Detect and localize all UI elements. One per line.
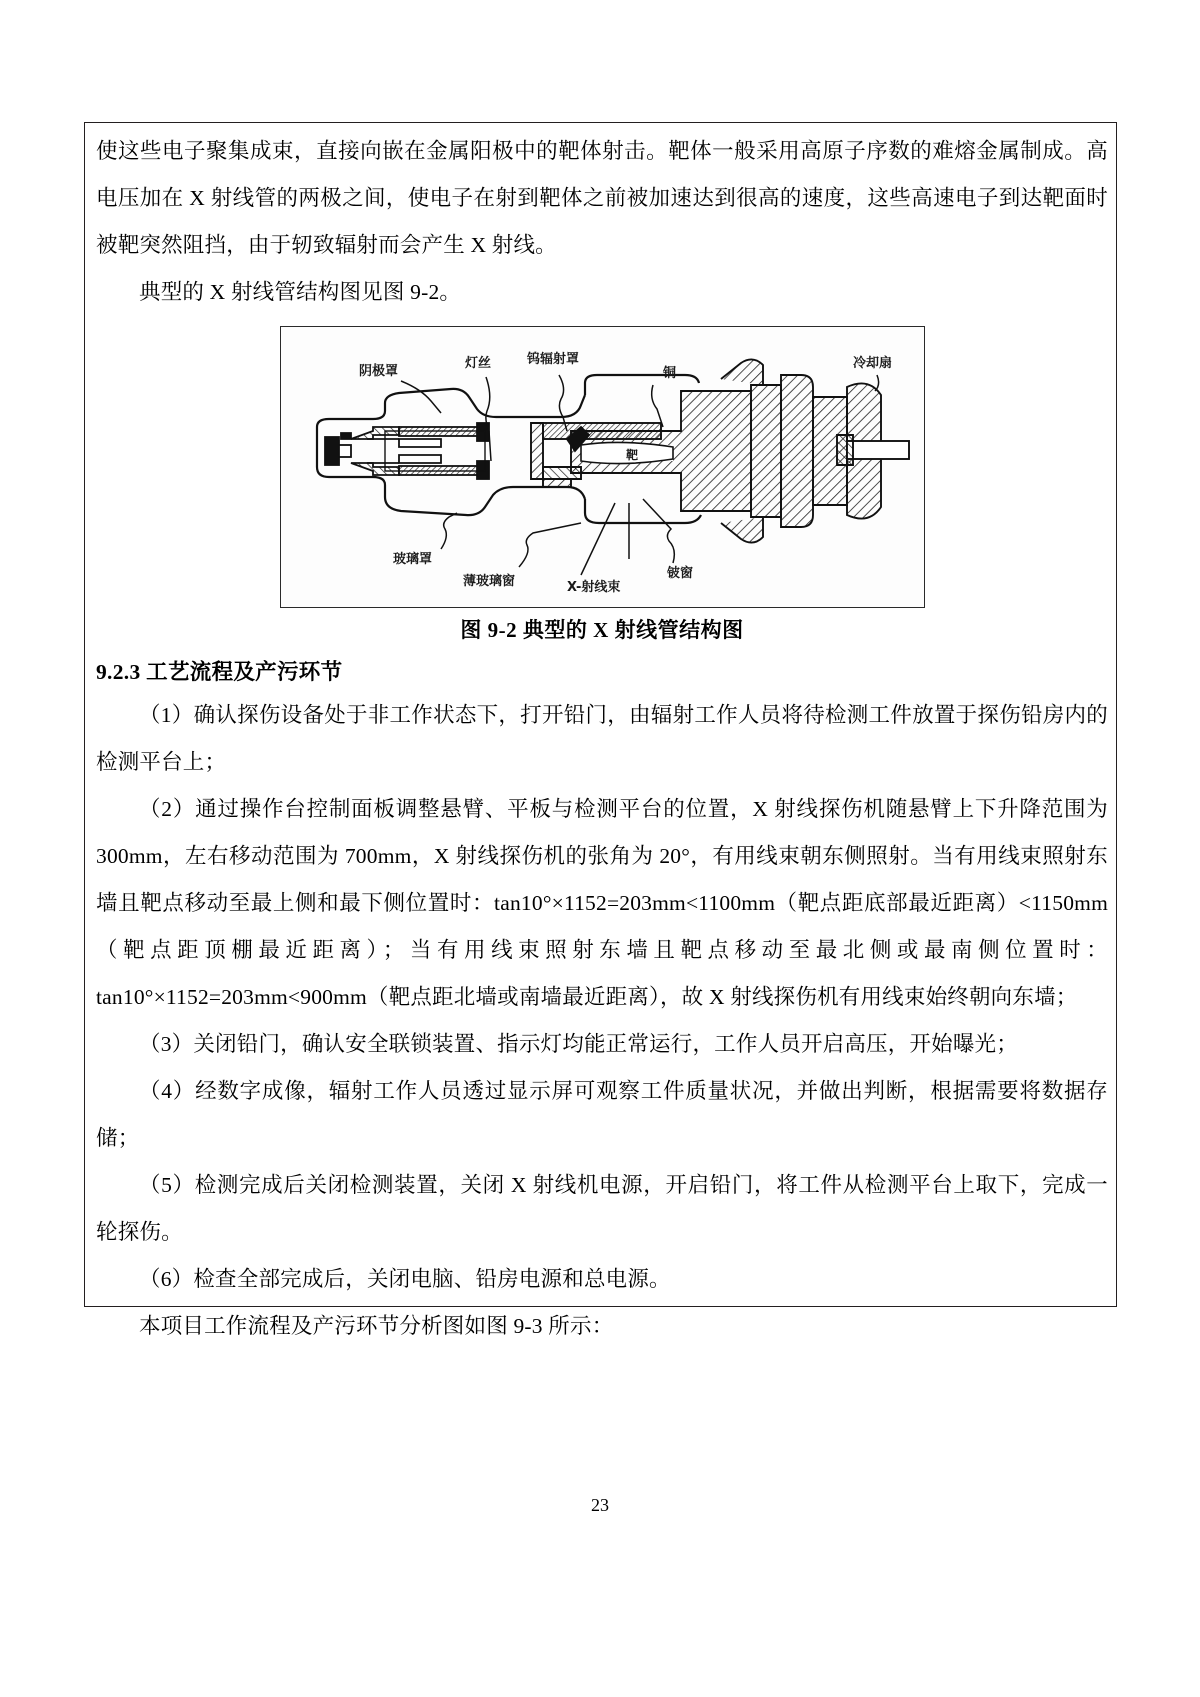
diagram-label-cathode-cap: 阴极罩	[358, 364, 398, 379]
section-heading-9-2-3: 9.2.3 工艺流程及产污环节	[96, 660, 343, 684]
process-step-4: （4）经数字成像，辐射工作人员透过显示屏可观察工件质量状况，并做出判断，根据需要将数据存储；	[96, 1079, 1108, 1150]
paragraph-intro: 使这些电子聚集成束，直接向嵌在金属阳极中的靶体射击。靶体一般采用高原子序数的难熔金属制成。高电压加在 X 射线管的两极之间，使电子在射到靶体之前被加速达到很高的速度，这些高速电子到达靶面时被靶突然阻挡，由于轫致辐射而会产生 X 射线。	[96, 139, 1108, 257]
process-step-5: （5）检测完成后关闭检测装置，关闭 X 射线机电源，开启铅门，将工件从检测平台上取下，完成一轮探伤。	[96, 1173, 1108, 1244]
diagram-label-cooling-fan: 冷却扇	[852, 356, 892, 371]
diagram-label-xray-beam: X-射线束	[566, 580, 620, 595]
paragraph-closing: 本项目工作流程及产污环节分析图如图 9-3 所示：	[139, 1314, 614, 1338]
figure-caption: 图 9-2 典型的 X 射线管结构图	[460, 618, 744, 642]
paragraph-figure-reference: 典型的 X 射线管结构图见图 9-2。	[139, 280, 462, 304]
process-step-2: （2）通过操作台控制面板调整悬臂、平板与检测平台的位置，X 射线探伤机随悬臂上下升降范围为 300mm，左右移动范围为 700mm，X 射线探伤机的张角为 20°，有用线束朝东侧照射。当有用线束照射东墙且靶点移动至最上侧和最下侧位置时：tan10°×1152=203mm<1100mm（靶点距底部最近距离）<1150mm（靶点距顶棚最近距离）；当有用线束照射东墙且靶点移动至最北侧或最南侧位置时：tan10°×1152=203mm<900mm（靶点距北墙或南墙最近距离），故 X 射线探伤机有用线束始终朝向东墙；	[96, 797, 1108, 1009]
process-step-3: （3）关闭铅门，确认安全联锁装置、指示灯均能正常运行，工作人员开启高压，开始曝光；	[139, 1032, 1018, 1056]
process-step-1: （1）确认探伤设备处于非工作状态下，打开铅门，由辐射工作人员将待检测工件放置于探伤铅房内的检测平台上；	[96, 703, 1108, 774]
diagram-label-target: 靶	[625, 448, 638, 462]
diagram-label-copper: 铜	[662, 366, 676, 381]
process-step-6: （6）检查全部完成后，关闭电脑、铅房电源和总电源。	[139, 1267, 671, 1291]
figure-container	[96, 326, 1108, 608]
page-number: 23	[591, 1495, 609, 1515]
diagram-label-thin-glass-window: 薄玻璃窗	[462, 574, 515, 589]
diagram-label-tungsten-shield: 钨辐射罩	[526, 352, 579, 367]
diagram-label-glass-cover: 玻璃罩	[392, 552, 432, 567]
document-content	[96, 128, 1108, 1350]
diagram-label-beryllium-window: 铍窗	[666, 566, 693, 581]
diagram-label-filament: 灯丝	[464, 356, 491, 371]
xray-tube-diagram	[280, 326, 925, 608]
